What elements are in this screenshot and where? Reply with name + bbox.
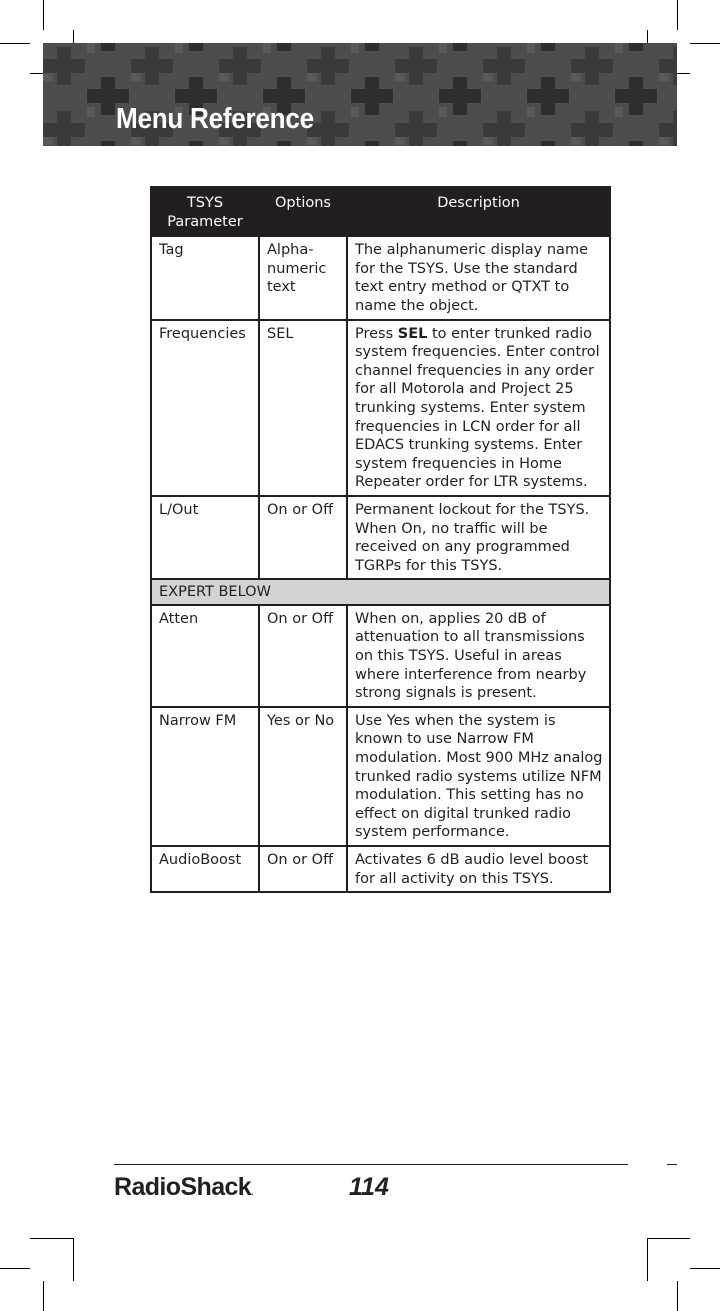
table-header-row bbox=[151, 187, 610, 236]
param-cell: Frequencies bbox=[151, 320, 259, 496]
crop-mark bbox=[647, 1238, 690, 1239]
param-cell: Atten bbox=[151, 605, 259, 707]
table-row bbox=[151, 496, 610, 579]
description-text: Press bbox=[355, 325, 398, 342]
options-cell: Yes or No bbox=[259, 707, 347, 846]
footer-divider bbox=[667, 1164, 677, 1165]
column-header-parameter: TSYS Parameter bbox=[151, 187, 259, 236]
crop-mark bbox=[690, 43, 720, 44]
page-number: 114 bbox=[349, 1173, 389, 1201]
column-header-options: Options bbox=[259, 187, 347, 236]
options-cell: Alpha-numeric text bbox=[259, 236, 347, 319]
param-cell: AudioBoost bbox=[151, 846, 259, 892]
options-cell: On or Off bbox=[259, 605, 347, 707]
description-cell: When on, applies 20 dB of attenuation to all transmissions on this TSYS. Useful in areas where interference from nearby strong signals is present. bbox=[347, 605, 610, 707]
section-row-expert bbox=[151, 579, 610, 605]
description-cell: Use Yes when the system is known to use Narrow FM modulation. Most 900 MHz analog trunked radio systems utilize NFM modulation. This setting has no effect on digital trunked radio system performance. bbox=[347, 707, 610, 846]
param-cell: Narrow FM bbox=[151, 707, 259, 846]
table-row bbox=[151, 846, 610, 892]
crop-mark bbox=[0, 1268, 30, 1269]
crop-mark bbox=[43, 0, 44, 30]
options-cell: On or Off bbox=[259, 846, 347, 892]
crop-mark bbox=[677, 0, 678, 30]
section-label: EXPERT BELOW bbox=[151, 579, 610, 605]
brand-dot: . bbox=[251, 1188, 253, 1197]
crop-mark bbox=[647, 1238, 648, 1281]
sel-key-label: SEL bbox=[397, 325, 428, 342]
options-cell: SEL bbox=[259, 320, 347, 496]
param-cell: L/Out bbox=[151, 496, 259, 579]
description-cell: The alphanumeric display name for the TSYS. Use the standard text entry method or QTXT to name the object. bbox=[347, 236, 610, 319]
column-header-description: Description bbox=[347, 187, 610, 236]
table-row bbox=[151, 707, 610, 846]
header-banner bbox=[43, 43, 677, 146]
page-title: Menu Reference bbox=[116, 103, 314, 135]
table-row bbox=[151, 605, 610, 707]
description-text: to enter trunked radio system frequencies. Enter control channel frequencies in any order for all Motorola and Project 25 trunking systems. Enter system frequencies in LCN order for all EDACS trunking systems. Enter system frequencies in Home Repeater order for LTR systems. bbox=[355, 325, 600, 491]
crop-mark bbox=[677, 1281, 678, 1311]
table-row bbox=[151, 236, 610, 319]
description-cell: Activates 6 dB audio level boost for all activity on this TSYS. bbox=[347, 846, 610, 892]
crop-mark bbox=[0, 43, 30, 44]
brand-logo bbox=[114, 1173, 253, 1202]
description-cell: Permanent lockout for the TSYS. When On, no traffic will be received on any programmed TGRPs for this TSYS. bbox=[347, 496, 610, 579]
options-cell: On or Off bbox=[259, 496, 347, 579]
param-cell: Tag bbox=[151, 236, 259, 319]
crop-mark bbox=[73, 1238, 74, 1281]
crop-mark bbox=[43, 1281, 44, 1311]
table-row bbox=[151, 320, 610, 496]
brand-name: RadioShack bbox=[114, 1173, 252, 1201]
tsys-parameter-table bbox=[150, 186, 611, 893]
description-cell bbox=[347, 320, 610, 496]
crop-mark bbox=[30, 1238, 73, 1239]
footer-divider bbox=[114, 1164, 628, 1165]
crop-mark bbox=[690, 1268, 720, 1269]
